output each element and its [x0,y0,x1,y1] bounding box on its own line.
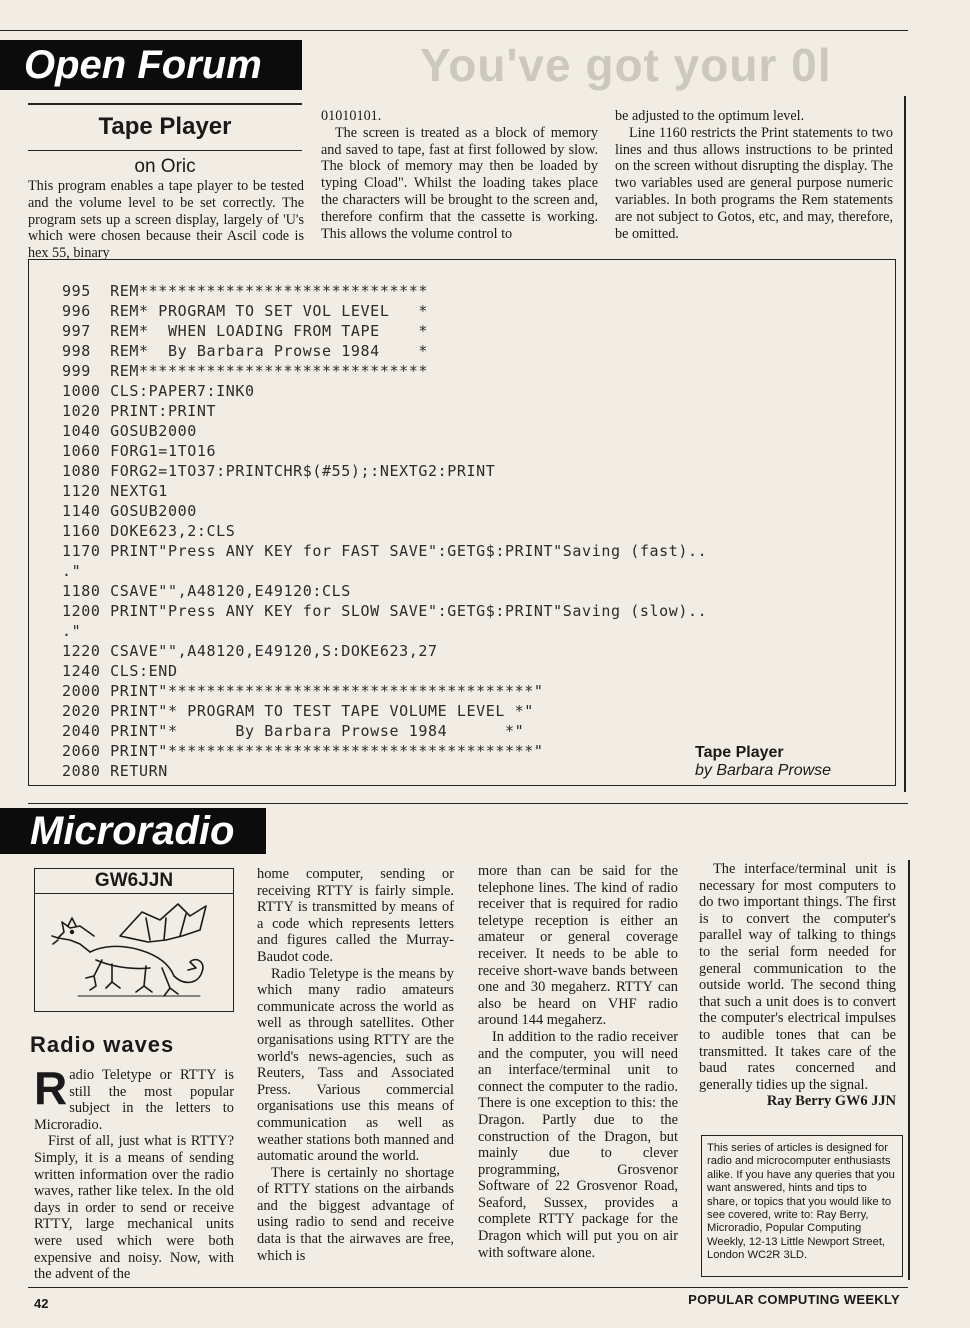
article-col-1 [28,178,304,262]
microradio-col-3-p1: more than can be said for the telephone lines. The kind of radio receiver that is required for radio teletype reception is either an amateur or general coverage receiver. It needs to be able to receive short-wave bands between one and 30 megaherz. RTTY can also be heard on VHF radio around 144 megaherz. [478,863,678,1029]
section-divider [28,803,908,804]
listing-line: ." [62,562,82,580]
microradio-col-2-p1: home computer, sending or receiving RTTY is fairly simple. RTTY is transmitted by means of a code which represents letters and figures called the Murray-Baudot code. [257,866,454,965]
listing-line: 2080 RETURN [62,762,168,780]
listing-line: 1080 FORG2=1TO37:PRINTCHR$(#55);:NEXTG2:PRINT [62,462,496,480]
listing-caption [695,744,831,780]
contact-note-text: This series of articles is designed for radio and microcomputer enthusiasts alike. If you have any queries that you want answered, hints and tips to share, or topics that you would like to see covered, write to: Ray Berry, Microradio, Popular Computing Weekly, 12-13 Little Newport Street, London WC2R 3LD. [707,1142,895,1262]
article-col-2-first: 01010101. [321,108,382,124]
title-rule-top [28,103,302,105]
microradio-col-4 [699,861,896,1110]
article-subtitle: on Oric [134,156,196,177]
listing-line: 1200 PRINT"Press ANY KEY for SLOW SAVE":GETG$:PRINT"Saving (slow).. [62,602,708,620]
drop-cap: R [34,1062,68,1114]
listing-line: 1120 NEXTG1 [62,482,168,500]
section-banner-open-forum: Open Forum [0,40,302,90]
listing-line: 1020 PRINT:PRINT [62,402,217,420]
listing-line: 2060 PRINT"**************************************" [62,742,544,760]
listing-line: 1220 CSAVE"",A48120,E49120,S:DOKE623,27 [62,642,438,660]
article-col-1-text: This program enables a tape player to be tested and the volume level to be set correctly. The program sets up a screen display, largely of 'U's which were chosen because their Ascil code is hex 55, binary [28,178,304,262]
listing-line: 996 REM* PROGRAM TO SET VOL LEVEL * [62,302,428,320]
article-col-3 [615,108,893,242]
program-listing [62,281,882,781]
article-col-2-text: The screen is treated as a block of memory and saved to tape, fast at first followed by slow. The block of memory may then be loaded by typing Cload". Whilst the loading takes place the characters will be brought to the screen and, therefore confirm that the cassette is working. This allows the volume control to [321,124,598,242]
microradio-col-3-p2: In addition to the radio receiver and the computer, you will need an interface/terminal unit to connect the computer to the radio. There is one exception to this: the Dragon. Partly due to the construction of the Dragon, but mainly due to clever programming, Grosvenor Software of 22 Grosvenor Road, Seaford, Sussex, provides a complete RTTY package for the Dragon which will put you on air with software alone. [478,1028,678,1261]
microradio-col-1-text: First of all, just what is RTTY? Simply, it is a means of sending written information over the radio waves, rather like telex. In the old days in order to send or receive RTTY, large mechanical units were used which were both expensive and noisy. Now, with the advent of the [34,1133,234,1283]
microradio-col-2-p2: Radio Teletype is the means by which many radio amateurs communicate across the world as well as through satellites. Other organisations using RTTY are the world's news-agencies, such as Reuters, Tass and Associated Press. Various commercial organisations use this means of communication as well as weather stations both manned and automatic around the world. [257,965,454,1165]
listing-line: 1060 FORG1=1TO16 [62,442,217,460]
caption-author: by Barbara Prowse [695,762,832,779]
article-title: Tape Player [98,113,232,140]
listing-line: 995 REM****************************** [62,282,428,300]
microradio-col-2 [257,866,454,1264]
right-vertical-rule [904,96,906,792]
top-rule [0,30,908,31]
bleed-through-text: You've got your 0l [420,39,832,91]
listing-line: 1160 DOKE623,2:CLS [62,522,236,540]
listing-line: 2020 PRINT"* PROGRAM TO TEST TAPE VOLUME LEVEL *" [62,702,534,720]
contact-note-box [701,1135,903,1277]
article-heading: Radio waves [30,1032,175,1057]
callsign: GW6JJN [34,868,234,894]
listing-line: 1240 CLS:END [62,662,178,680]
listing-line: 2040 PRINT"* By Barbara Prowse 1984 *" [62,722,525,740]
welsh-dragon-icon [50,896,218,1010]
listing-line: 1040 GOSUB2000 [62,422,197,440]
microradio-col-4-p1: The interface/terminal unit is necessary for most computers to do two important things. The first is to convert the computer's parallel way of talking to things to the serial form needed for general communication to the outside world. The second thing that such a unit does is to convert the computer's electrical impulses to audible tones that can be transmitted. It takes care of the baud rates concerned and generally tidies up the signal. [699,861,896,1093]
microradio-col-1-lead: adio Teletype or RTTY is still the most popular subject in the letters to Microradio. [34,1067,234,1133]
title-rule-bottom [28,150,302,151]
microradio-right-rule [908,860,910,1280]
article-col-3-first: be adjusted to the optimum level. [615,108,805,124]
article-col-2 [321,108,598,242]
section-banner-microradio: Microradio [0,808,266,854]
listing-line: 1000 CLS:PAPER7:INK0 [62,382,255,400]
listing-line: 997 REM* WHEN LOADING FROM TAPE * [62,322,428,340]
microradio-col-2-p3: There is certainly no shortage of RTTY stations on the airbands and the biggest advantage of using radio to send and receive data is that the airwaves are free, which is [257,1164,454,1264]
magazine-name: POPULAR COMPUTING WEEKLY [688,1292,900,1307]
caption-title: Tape Player [695,744,784,761]
footer-rule [28,1287,908,1288]
listing-line: 1170 PRINT"Press ANY KEY for FAST SAVE":GETG$:PRINT"Saving (fast).. [62,542,708,560]
listing-line: 1180 CSAVE"",A48120,E49120:CLS [62,582,351,600]
listing-line: ." [62,622,82,640]
listing-line: 999 REM****************************** [62,362,428,380]
listing-line: 2000 PRINT"**************************************" [62,682,544,700]
listing-line: 998 REM* By Barbara Prowse 1984 * [62,342,428,360]
article-col-3-text: Line 1160 restricts the Print statements to two lines and thus allows instructions to be printed on the screen without disrupting the display. The two variables used are general purpose numeric variables. In both programs the Rem statements are not subject to Gotos, etc, and may, therefore, be omitted. [615,124,893,242]
listing-line: 1140 GOSUB2000 [62,502,197,520]
microradio-col-1 [34,1062,234,1283]
microradio-col-3 [478,863,678,1261]
author-signature: Ray Berry GW6 JJN [766,1093,896,1110]
page-number: 42 [34,1296,49,1311]
